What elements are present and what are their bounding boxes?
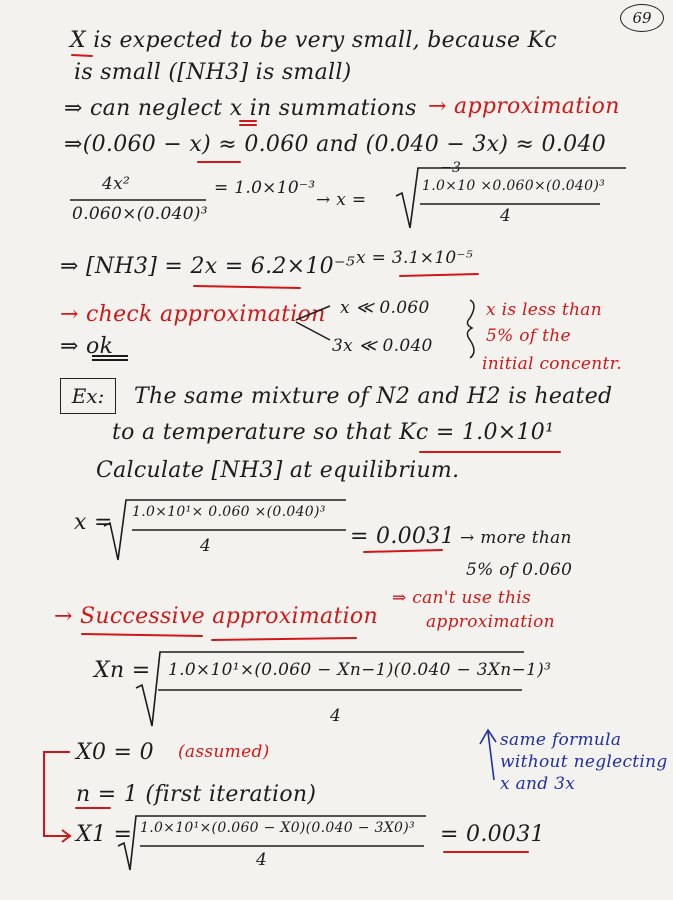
more-than: → more than [460,528,572,548]
page-number: 69 [620,4,664,32]
x1-result: = 0.0031 [440,822,545,847]
note-initial-concentration: initial concentr. [482,354,622,374]
five-percent-of: 5% of 0.060 [466,560,573,580]
without-neglecting: without neglecting [500,752,668,772]
x1-numerator: 1.0×10¹×(0.060 − X0)(0.040 − 3X0)³ [140,820,415,836]
same-formula: same formula [500,730,622,750]
sqrt1-exponent: −3 [440,160,462,176]
note-less-than: x is less than [486,300,602,320]
assumed-note: (assumed) [178,742,270,762]
xn-denominator: 4 [330,706,342,726]
example-line-2: to a temperature so that Kc = 1.0×10¹ [112,420,555,445]
x2-result: = 0.0031 [350,524,455,549]
sqrt1-denominator: 4 [500,206,512,226]
x1-lhs: X1 = [76,822,133,847]
successive-approximation: → Successive approximation [54,604,378,629]
x2-numerator: 1.0×10¹× 0.060 ×(0.040)³ [132,504,326,520]
cant-use: ⇒ can't use this [392,588,532,608]
x-and-3x: x and 3x [500,774,576,794]
x-value: x = 3.1×10⁻⁵ [356,248,473,268]
approximation-label: → approximation [428,94,620,119]
fraction1-rhs: = 1.0×10⁻³ [214,178,316,198]
arrow-x-equals: → x = [316,190,367,210]
example-line-3: Calculate [NH3] at equilibrium. [96,458,460,483]
xn-lhs: Xn = [94,658,151,683]
line-approx-values: ⇒(0.060 − x) ≈ 0.060 and (0.040 − 3x) ≈ 0.040 [64,132,607,157]
line-neglect-x: ⇒ can neglect x in summations [64,96,417,121]
nh3-result: ⇒ [NH3] = 2x = 6.2×10⁻⁵ [60,254,356,279]
inequality-1: x ≪ 0.060 [340,298,430,318]
xn-numerator: 1.0×10¹×(0.060 − Xn−1)(0.040 − 3Xn−1)³ [168,660,552,680]
fraction1-numerator: 4x² [102,174,131,194]
example-label: Ex: [60,378,116,414]
example-line-1: The same mixture of N2 and H2 is heated [134,384,613,409]
inequality-2: 3x ≪ 0.040 [332,336,433,356]
check-approximation: → check approximation [60,302,326,327]
first-iteration: n = 1 (first iteration) [76,782,317,807]
fraction1-denominator: 0.060×(0.040)³ [72,204,208,224]
sqrt1-numerator: 1.0×10 ×0.060×(0.040)³ [422,178,606,194]
x1-denominator: 4 [256,850,268,870]
line-kc-small: is small ([NH3] is small) [74,60,352,85]
x0-initial: X0 = 0 [76,740,154,765]
line-x-expected-small: X is expected to be very small, because Kc [70,28,558,53]
ok-label: ⇒ ok [60,334,114,359]
approximation-word: approximation [426,612,555,632]
x2-denominator: 4 [200,536,212,556]
note-5-percent: 5% of the [486,326,571,346]
x2-lhs: x = [74,510,113,535]
